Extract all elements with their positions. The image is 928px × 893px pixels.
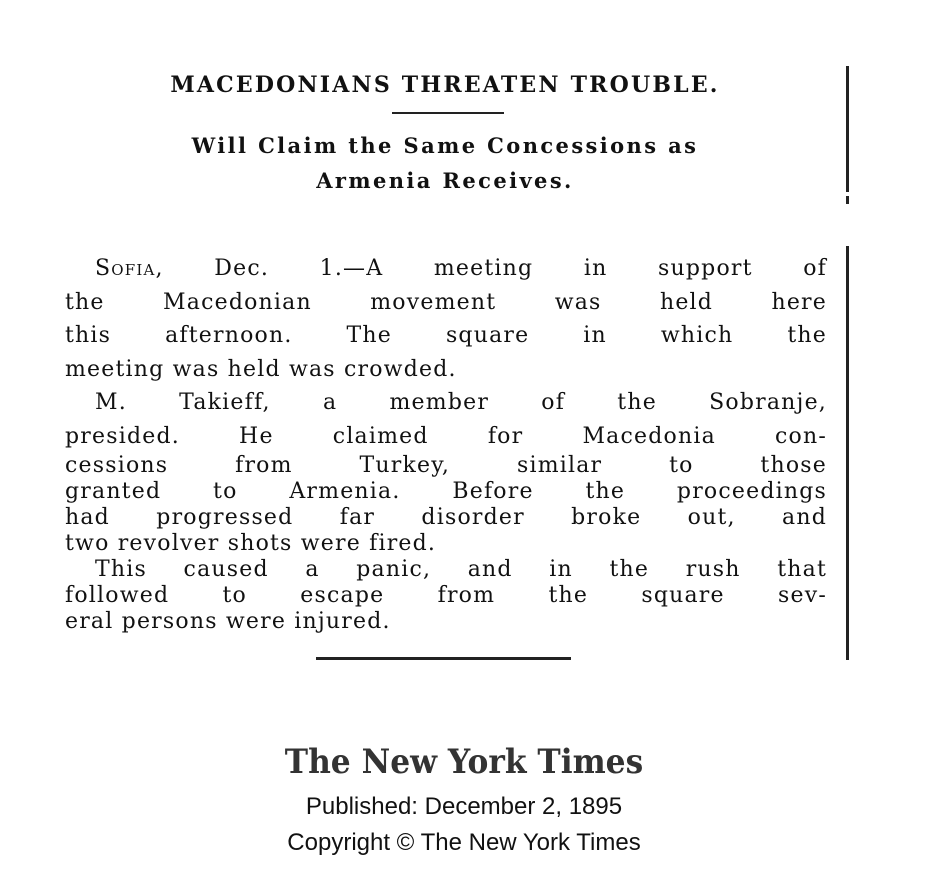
column-rule	[846, 196, 849, 204]
headline-divider	[392, 112, 504, 114]
subhead-line: Armenia Receives.	[316, 168, 574, 193]
page-footer	[0, 735, 928, 861]
body-line: M. Takieff, a member of the Sobranje,	[95, 390, 827, 415]
end-of-article-rule	[316, 657, 571, 660]
publication-date: Published: December 2, 1895	[305, 793, 623, 820]
body-line: presided. He claimed for Macedonia con-	[65, 423, 827, 449]
article-body	[65, 252, 827, 635]
body-line: this afternoon. The square in which the	[65, 323, 827, 348]
subhead-line: Will Claim the Same Concessions as	[191, 133, 699, 158]
body-line	[65, 252, 827, 286]
dateline: Sofia,	[95, 256, 164, 281]
body-line: This caused a panic, and in the rush that	[95, 557, 827, 582]
body-line: cessions from Turkey, similar to those	[65, 453, 827, 478]
column-rule	[846, 66, 849, 192]
column-rule	[846, 246, 849, 660]
body-line: meeting was held was crowded.	[65, 356, 457, 382]
body-line: followed to escape from the square sev-	[65, 583, 827, 608]
body-line: granted to Armenia. Before the proceedings	[65, 479, 827, 504]
article-headline: MACEDONIANS THREATEN TROUBLE.	[170, 72, 720, 98]
copyright-notice: Copyright © The New York Times	[287, 829, 641, 856]
nyt-logo: The New York Times	[284, 742, 644, 782]
body-line: had progressed far disorder broke out, and	[65, 505, 827, 530]
body-line: two revolver shots were fired.	[65, 531, 437, 556]
body-line: the Macedonian movement was held here	[65, 289, 827, 315]
body-line-text: Dec. 1.—A meeting in support of	[214, 256, 827, 281]
body-line: eral persons were injured.	[65, 609, 391, 634]
article-subhead	[62, 128, 828, 198]
